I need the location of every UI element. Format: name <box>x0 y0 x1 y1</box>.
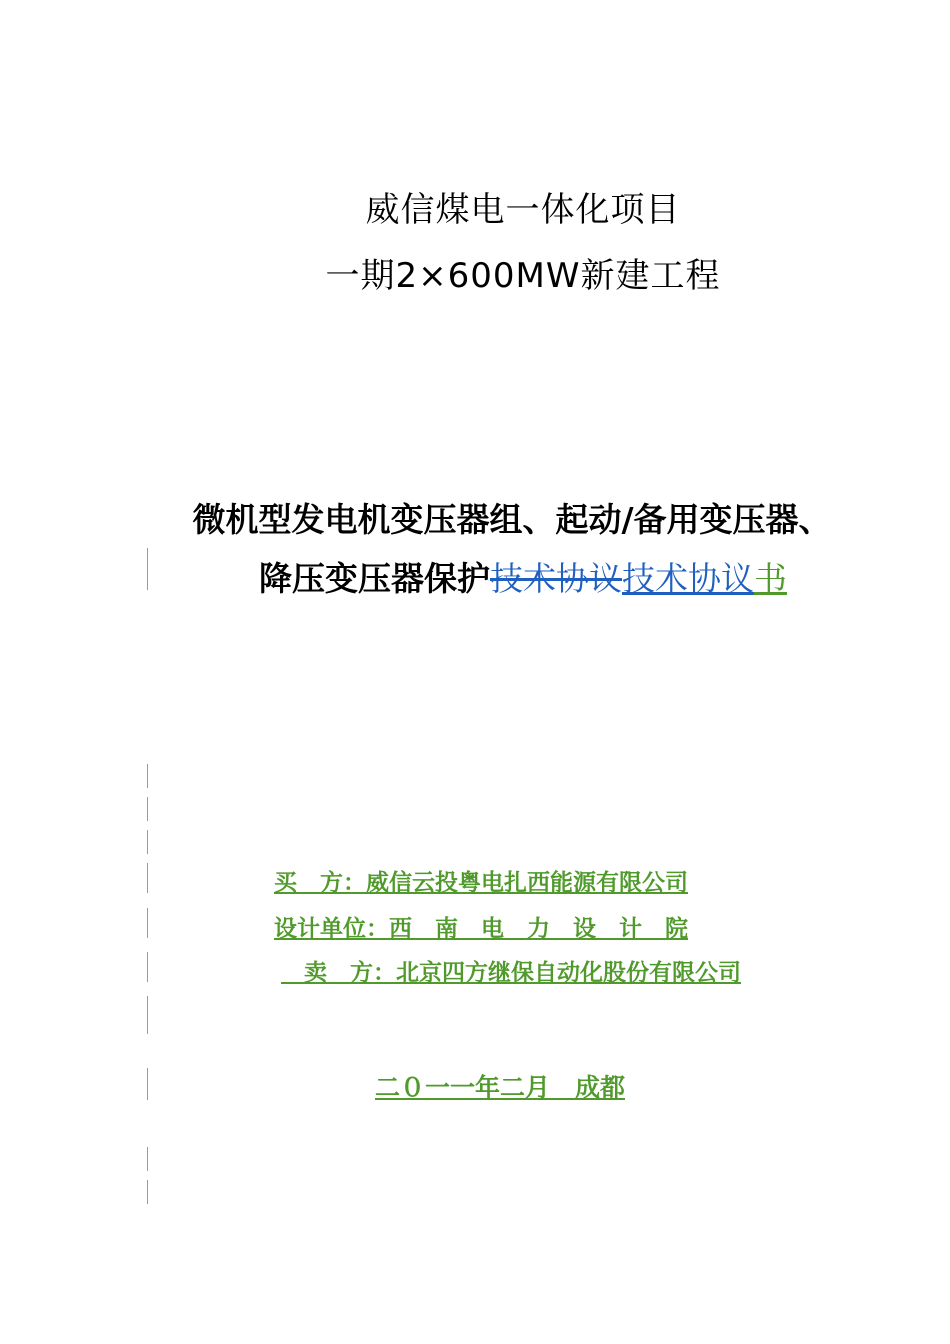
buyer-line: 买 方：威信云投粤电扎西能源有限公司 <box>274 869 688 896</box>
title-main-text: 降压变压器保护 <box>259 559 490 598</box>
document-title-line1: 微机型发电机变压器组、起动/备用变压器、 <box>192 500 832 539</box>
change-bar <box>147 863 148 893</box>
document-title-line2 <box>48 553 950 600</box>
change-bar <box>147 908 148 938</box>
date-location-line: 二０一一年二月 成都 <box>375 1073 626 1102</box>
tracked-deletion: 技术协议 <box>490 559 622 598</box>
change-bar <box>147 1147 148 1171</box>
tracked-insertion-green: 书 <box>754 559 787 598</box>
tracked-insertion-blue: 技术协议 <box>622 559 754 598</box>
change-bar <box>147 548 148 590</box>
project-title-line1: 威信煤电一体化项目 <box>365 190 681 230</box>
change-bar <box>147 830 148 854</box>
project-title-line2: 一期2×600MW新建工程 <box>325 256 721 296</box>
change-bar <box>147 952 148 982</box>
change-bar <box>147 996 148 1034</box>
change-bar <box>147 1068 148 1100</box>
change-bar <box>147 1180 148 1204</box>
change-bar <box>147 764 148 788</box>
designer-line: 设计单位：西 南 电 力 设 计 院 <box>274 915 688 942</box>
change-bar <box>147 797 148 821</box>
seller-line: 卖 方：北京四方继保自动化股份有限公司 <box>281 959 741 986</box>
